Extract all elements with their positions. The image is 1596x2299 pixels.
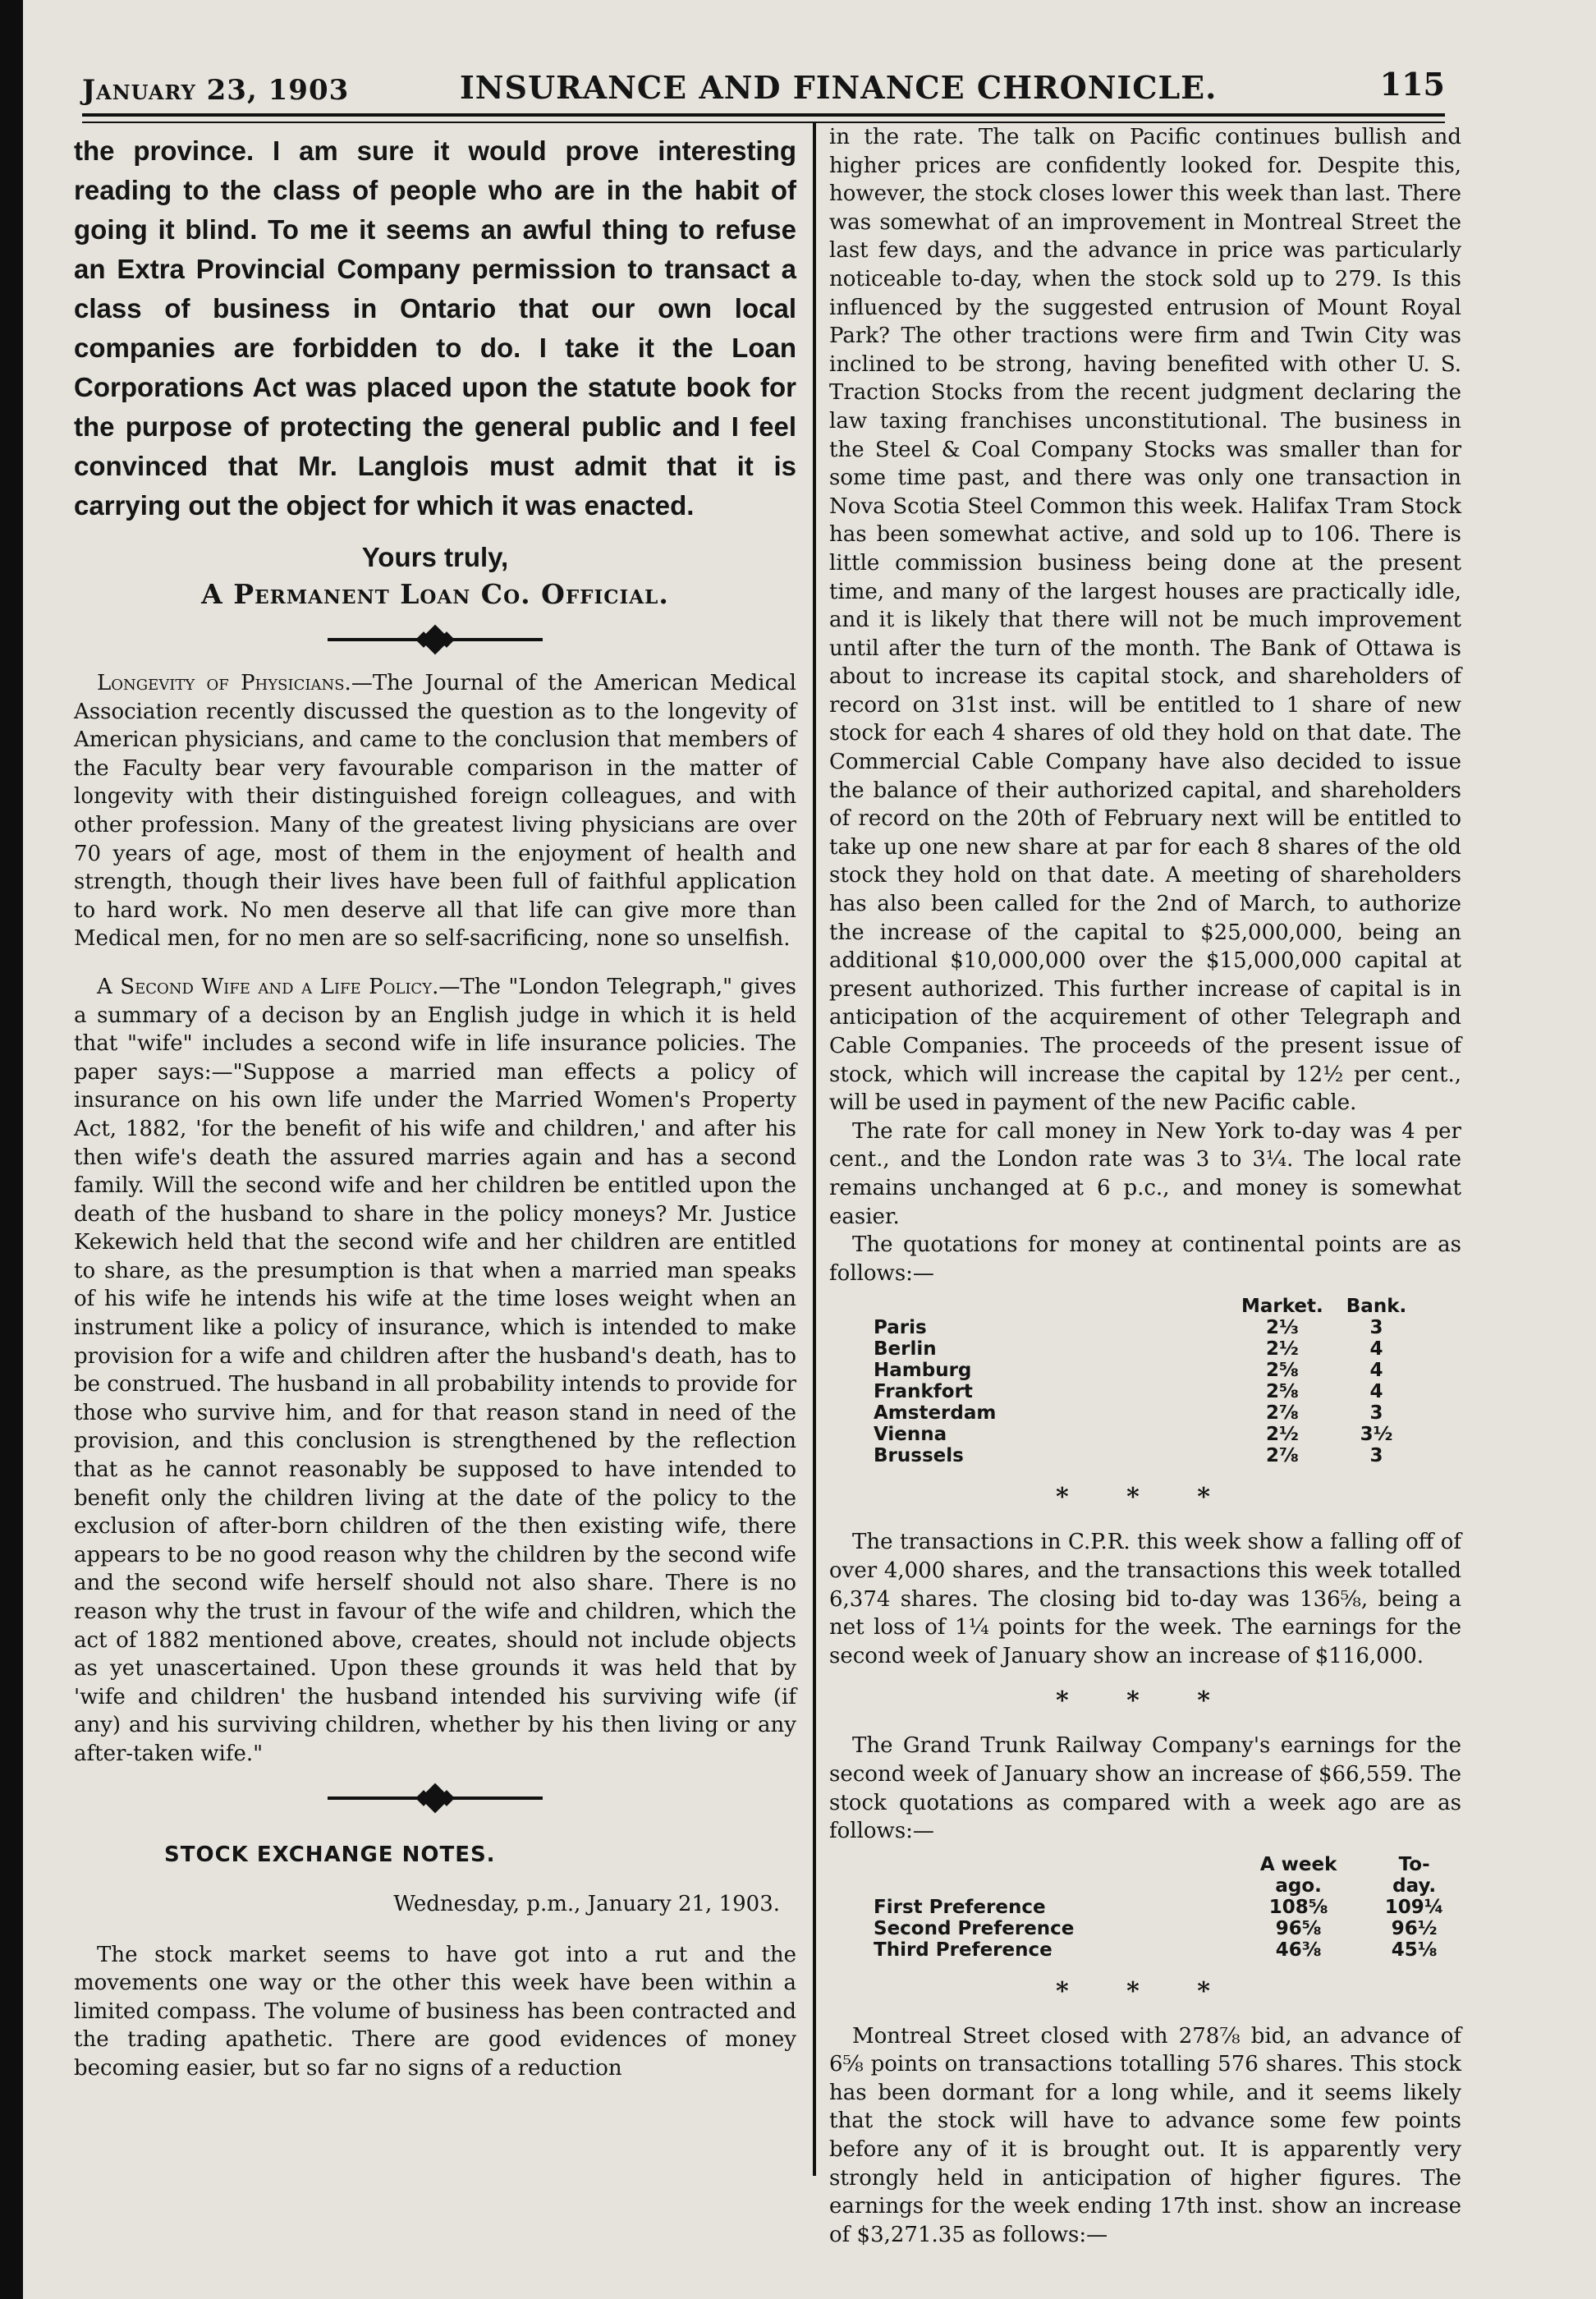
quotations-intro: The quotations for money at continental points are as follows:— <box>829 1232 1461 1286</box>
city-cell: Vienna <box>874 1424 947 1446</box>
table-row <box>862 1445 1418 1466</box>
city-cell: Hamburg <box>874 1360 972 1382</box>
montreal-street-report: Montreal Street closed with 278⅞ bid, an advance of 6⅝ points on transactions totalling 576 shares. This stock has been dormant for a long while, and it seems likely that the stock will have to advance some few points before any of it is brought out. It is apparently very strongly held in anticipation of higher figures. The earnings for the week ending 17th inst. show an increase of $3,271.35 as follows:— <box>829 2023 1461 2247</box>
call-money: The rate for call money in New York to-day was 4 per cent., and the London rate was 3 to 3¼. The local rate remains unchanged at 6 p.c., and money is somewhat easier. <box>829 1118 1461 1229</box>
section-stars-3: * * * <box>1056 1976 1235 2006</box>
table-header: To-day. <box>1392 1853 1437 1897</box>
table-header <box>862 1854 1230 1897</box>
ornament-divider-2 <box>74 1782 796 1815</box>
table-header-row <box>862 1854 1461 1897</box>
city-cell: Berlin <box>874 1338 937 1361</box>
market-report: in the rate. The talk on Pacific continues bullish and higher prices are confidently looked for. Despite this, however, the stock closes lower this week than last. There was somewhat of an improvement in Montreal Street the last few days, and the advance in price was particularly noticeable to-day, when the stock sold up to 279. Is this influenced by the suggested entrusion of Mount Royal Park? The other tractions were firm and Twin City was inclined to be strong, having benefited with other U. S. Traction Stocks from the recent judgment declaring the law taxing franchises unconstitutional. The business in the Steel & Coal Company Stocks was smaller than for some time past, and there was only one transaction in Nova Scotia Steel Common this week. Halifax Tram Stock has been somewhat active, and sold up to 106. There is little commission business being done at the present time, and many of the largest houses are practically idle, and it is likely that there will not be much improvement until after the turn of the month. The Bank of Ottawa is about to increase its capital stock, and shareholders of record on 31st inst. will be entitled to 1 share of new stock for each 4 shares of old they hold on that date. The Commercial Cable Company have also decided to issue the balance of their authorized capital, and shareholders of record on the 20th of February next will be entitled to take up one new share at par for each 8 shares of the old stock they hold on that date. A meeting of shareholders has also been called for the 2nd of March, to authorize the increase of the capital to $25,000,000, being an additional $10,000,000 over the $15,000,000 capital at present authorized. This further increase of capital is in anticipation of the acquirement of other Telegraph and Cable Companies. The proceeds of the present issue of stock, which will increase the capital by 12½ per cent., will be used in payment of the new Pacific cable. <box>829 125 1461 1116</box>
today-cell: 96½ <box>1391 1917 1438 1939</box>
market-rate-cell: 2⅞ <box>1265 1445 1299 1467</box>
market-rate-cell: 2½ <box>1265 1424 1299 1446</box>
bank-rate-cell: 3 <box>1369 1402 1383 1425</box>
today-cell: 109¼ <box>1384 1896 1444 1918</box>
market-rate-cell: 2½ <box>1265 1338 1299 1361</box>
table-row <box>862 1424 1418 1445</box>
header-date: January 23, 1903 <box>82 74 350 107</box>
market-rate-cell: 2⅝ <box>1265 1381 1299 1403</box>
bank-rate-cell: 3 <box>1369 1445 1383 1467</box>
dateline: Wednesday, p.m., January 21, 1903. <box>393 1891 780 1916</box>
letter-text: the province. I am sure it would prove interesting reading to the class of people who are in the habit of going it blind. To me it seems an awful thing to refuse an Extra Provincial Company permission to transact a class of business in Ontario that our own local companies are forbidden to do. I take it the Loan Corporations Act was placed upon the statute book for the purpose of protecting the general public and I feel convinced that Mr. Langlois must admit that it is carrying out the object for which it was enacted. <box>74 135 796 521</box>
signature: A Permanent Loan Co. Official. <box>201 578 669 610</box>
table-row <box>862 1939 1461 1961</box>
table-header: A week ago. <box>1259 1853 1337 1897</box>
second-wife-text: —The "London Telegraph," gives a summary of a decison by an English judge in which it is held that "wife" includes a second wife in life insurance policies. The paper says:—"Suppose a married man effects a policy of insurance on his own life under the Married Women's Property Act, 1882, 'for the benefit of his wife and children,' and after his then wife's death the assured marries again and has a second family. Will the second wife and her children be entitled upon the death of the husband to share in the policy moneys? Mr. Justice Kekewich held that the second wife and her children are entitled to share, as the presumption is that when a married man speaks of his wife he intends his wife at the time loses weight when an instrument like a policy of insurance, which is intended to make provision for a wife and children after the husband's death, has to be construed. The husband in all probability intends to provide for those who survive him, and for that reason stand in need of the provision, and this conclusion is strengthened by the reflection that as he cannot reasonably be supposed to have intended to benefit only the children living at the date of the policy to the exclusion of after-born children of the then existing wife, there appears to be no good reason why the children by the second wife and the second wife herself should not also share. There is no reason why the trust in favour of the wife and children, which the act of 1882 mentioned above, creates, should not include objects as yet unascertained. Upon these grounds it was held that by 'wife and children' the husband intended his surviving wife (if any) and his surviving children, whether by his then living or any after-taken wife." <box>74 974 796 1766</box>
week-ago-cell: 96⅝ <box>1275 1917 1322 1939</box>
table-header: Bank. <box>1346 1296 1407 1318</box>
market-rate-cell: 2⅝ <box>1265 1360 1299 1382</box>
section-stars: * * * <box>1056 1483 1235 1512</box>
cpr-report: The transactions in C.P.R. this week show a falling off of over 4,000 shares, and the transactions this week totalled 6,374 shares. The closing bid to-day was 136⅝, being a net loss of 1¼ points for the week. The earnings for the second week of January show an increase of $116,000. <box>829 1530 1461 1668</box>
stock-name-cell: Second Preference <box>874 1917 1075 1939</box>
stock-name-cell: Third Preference <box>874 1939 1053 1961</box>
table-row <box>862 1402 1418 1424</box>
week-ago-cell: 108⅝ <box>1268 1896 1328 1918</box>
longevity-article <box>74 669 796 953</box>
city-cell: Brussels <box>874 1445 964 1467</box>
header-rule <box>82 113 1445 117</box>
city-cell: Amsterdam <box>874 1402 997 1425</box>
section-title: STOCK EXCHANGE NOTES. <box>164 1842 496 1867</box>
table-header-row <box>862 1296 1418 1317</box>
week-ago-cell: 46⅜ <box>1275 1939 1322 1961</box>
sign-off: Yours truly, <box>361 542 509 572</box>
longevity-heading: Longevity of Physicians. <box>97 671 351 695</box>
right-column <box>829 123 1461 2249</box>
stock-name-cell: First Preference <box>874 1896 1046 1918</box>
table-row <box>862 1918 1461 1939</box>
market-rate-cell: 2⅓ <box>1265 1317 1299 1339</box>
bank-rate-cell: 3½ <box>1360 1424 1393 1446</box>
table-row <box>862 1381 1418 1402</box>
market-rate-cell: 2⅞ <box>1265 1402 1299 1425</box>
table-row <box>862 1338 1418 1360</box>
city-cell: Frankfort <box>874 1381 973 1403</box>
second-wife-article <box>74 973 796 1769</box>
ornament-divider <box>74 623 796 656</box>
city-cell: Paris <box>874 1317 927 1339</box>
longevity-text: —The Journal of the American Medical Association recently discussed the question as to the longevity of American physicians, and came to the conclusion that members of the Faculty bear very favourable comparison in the matter of longevity with their distinguished foreign colleagues, and with other profession. Many of the greatest living physicians are over 70 years of age, most of them in the enjoyment of health and strength, though their lives have been full of faithful application to hard work. No men deserve all that life can give more than Medical men, for no men are so self-sacrificing, none so unselfish. <box>74 671 796 952</box>
bank-rate-cell: 4 <box>1369 1360 1383 1382</box>
table-row <box>862 1317 1418 1338</box>
header-title: INSURANCE AND FINANCE CHRONICLE. <box>460 69 1218 106</box>
bank-rate-cell: 3 <box>1369 1317 1383 1339</box>
table-header <box>862 1296 1230 1317</box>
page-header <box>82 38 1445 112</box>
bank-rate-cell: 4 <box>1369 1381 1383 1403</box>
page-number: 115 <box>1379 66 1445 103</box>
money-rates-table <box>862 1296 1418 1466</box>
scan-shadow <box>0 0 23 2299</box>
grand-trunk-report: The Grand Trunk Railway Company's earnings for the second week of January show an increase of $66,559. The stock quotations as compared with a week ago are as follows:— <box>829 1733 1461 1844</box>
table-row <box>862 1897 1461 1918</box>
today-cell: 45⅛ <box>1391 1939 1438 1961</box>
table-header: Market. <box>1241 1296 1323 1318</box>
column-divider <box>813 123 816 2176</box>
grand-trunk-table <box>862 1854 1461 1961</box>
left-column <box>74 123 796 2083</box>
second-wife-heading: A Second Wife and a Life Policy. <box>97 974 439 999</box>
stock-intro: The stock market seems to have got into a rut and the movements one way or the other this week have been within a limited compass. The volume of business has been contracted and the trading apathetic. There are good evidences of money becoming easier, but so far no signs of a reduction <box>74 1942 796 2081</box>
bank-rate-cell: 4 <box>1369 1338 1383 1361</box>
section-stars-2: * * * <box>1056 1686 1235 1716</box>
table-row <box>862 1360 1418 1381</box>
